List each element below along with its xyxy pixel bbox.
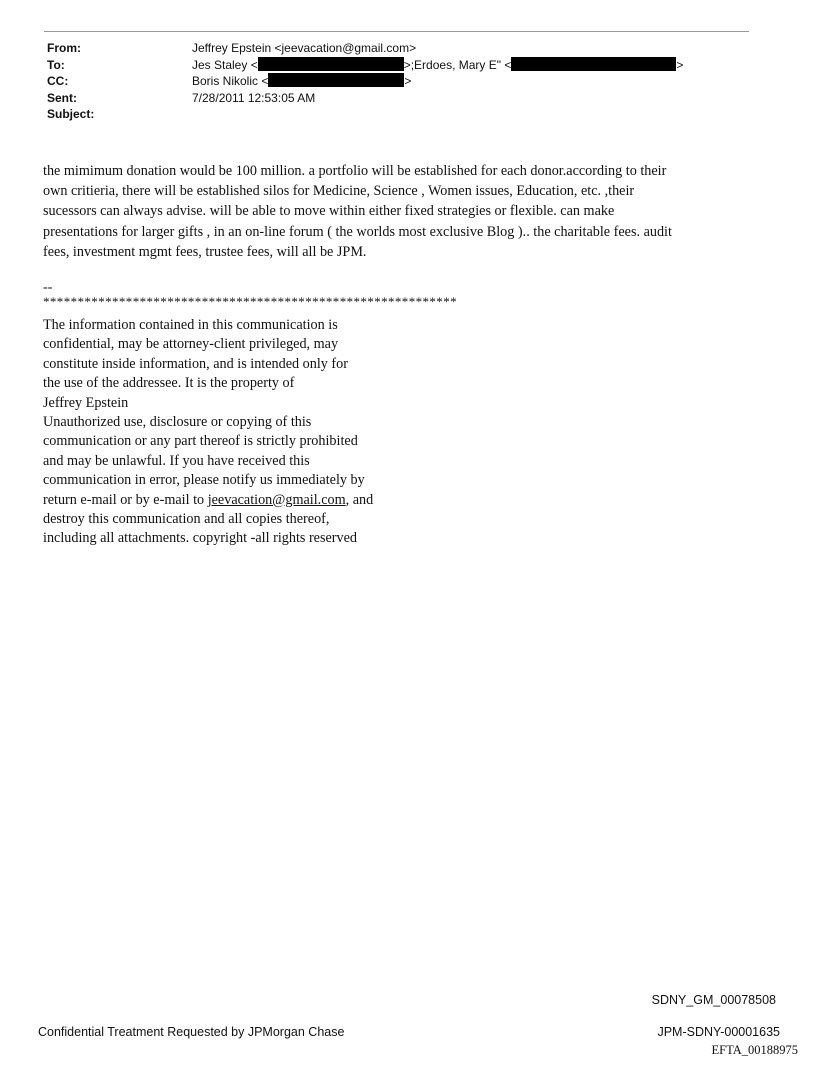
disclaimer-line: communication or any part thereof is strictly prohibited: [43, 433, 358, 450]
redaction-box: [258, 57, 404, 71]
to-value: [192, 57, 683, 74]
disclaimer-line: confidential, may be attorney-client privileged, may: [43, 336, 339, 353]
signature-separator: --: [43, 280, 53, 295]
email-link[interactable]: jeevacation@gmail.com: [207, 491, 346, 508]
disclaimer-line: including all attachments. copyright -all rights reserved: [43, 530, 358, 547]
confidential-treatment-note: Confidential Treatment Requested by JPMorgan Chase: [38, 1025, 345, 1039]
asterisk-divider: ************************************************************: [43, 294, 457, 309]
disclaimer-line-with-link: [43, 491, 373, 510]
sent-value: 7/28/2011 12:53:05 AM: [192, 90, 316, 105]
redaction-box: [268, 73, 404, 87]
body-line: the mimimum donation would be 100 million. a portfolio will be established for each donor.according to their: [43, 163, 667, 179]
cc-close: >: [404, 74, 412, 88]
subject-label: Subject:: [47, 107, 95, 121]
bates-number-sdny: SDNY_GM_00078508: [651, 993, 776, 1007]
top-divider: [44, 31, 749, 32]
disclaimer-text: return e-mail or by e-mail to: [43, 491, 208, 508]
disclaimer-line: and may be unlawful. If you have received this: [43, 452, 310, 469]
disclaimer-line: The information contained in this communication is: [43, 317, 338, 333]
body-line: own critieria, there will be established silos for Medicine, Science , Women issues, Education, etc. ,their: [43, 183, 635, 200]
cc-label: CC:: [47, 74, 69, 88]
efta-number: EFTA_00188975: [711, 1043, 798, 1057]
disclaimer-text: , and: [345, 491, 374, 508]
sent-label: Sent:: [47, 90, 77, 105]
disclaimer-line: destroy this communication and all copies thereof,: [43, 511, 330, 528]
from-value: Jeffrey Epstein <jeevacation@gmail.com>: [192, 41, 417, 55]
redaction-box: [511, 57, 676, 71]
disclaimer-line: Jeffrey Epstein: [43, 394, 129, 411]
bates-number-jpm: JPM-SDNY-00001635: [657, 1025, 780, 1039]
cc-value: [192, 73, 411, 90]
to-recipient-2-name: >;Erdoes, Mary E" <: [403, 57, 512, 72]
confidentiality-disclaimer: [43, 316, 373, 549]
email-body: [43, 161, 753, 262]
from-label: From:: [47, 41, 81, 55]
cc-recipient-name: Boris Nikolic <: [192, 74, 269, 88]
disclaimer-line: communication in error, please notify us immediately by: [43, 472, 365, 489]
body-line: sucessors can always advise. will be able to move within either fixed strategies or flexible. can make: [43, 203, 615, 220]
body-line: presentations for larger gifts , in an on-line forum ( the worlds most exclusive Blog ).. the charitable fees. audit: [43, 223, 672, 240]
disclaimer-line: constitute inside information, and is intended only for: [43, 355, 348, 372]
body-line: fees, investment mgmt fees, trustee fees, will all be JPM.: [43, 243, 367, 260]
to-label: To:: [47, 57, 65, 72]
disclaimer-line: Unauthorized use, disclosure or copying of this: [43, 414, 312, 431]
to-close: >: [676, 57, 684, 72]
to-recipient-1-name: Jes Staley <: [192, 57, 258, 72]
disclaimer-line: the use of the addressee. It is the property of: [43, 375, 295, 392]
